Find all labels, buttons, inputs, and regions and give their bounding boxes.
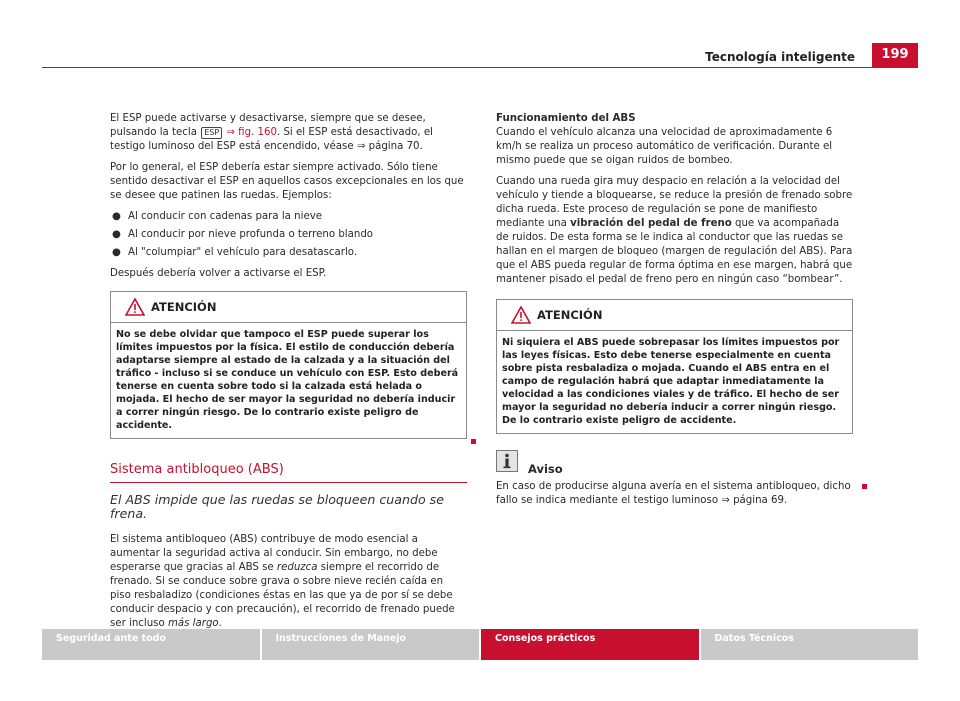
running-title: Tecnología inteligente — [705, 50, 855, 64]
footer-nav — [42, 629, 918, 660]
abs-intro-paragraph — [110, 533, 467, 631]
warning-triangle-icon — [125, 298, 145, 316]
list-item-text: Al "columpiar" el vehículo para desatascarlo. — [128, 247, 358, 258]
text: Cuando una rueda gira muy despacio en relación a la velocidad del vehículo y tiende a bloquearse, se reduce la presión de frenado sobre dicha rueda. Este proceso de regulación se pone de manifiesto mediante una — [496, 176, 853, 229]
list-item — [110, 210, 467, 224]
footer-tab-instrucciones[interactable]: Instrucciones de Manejo — [262, 629, 480, 660]
footer-tab-consejos[interactable]: Consejos prácticos — [481, 629, 699, 660]
text: que va acompañada de ruidos. De esta forma se le indica al conductor que las ruedas se hallan en el margen de bloqueo (margen de regulación del ABS). Para que el ABS pueda regular de forma óptima en ese margen, habrá que mantener pisado el pedal de freno pero en ningún caso “bombear”. — [496, 218, 853, 285]
abs-warning-box — [496, 299, 853, 434]
right-column — [496, 112, 853, 515]
text: siempre el recorrido de frenado. Si se conduce sobre grava o sobre nieve recién caída en piso resbaladizo (condiciones éstas en las que ya de por sí se debe conducir despacio y con precaución), el recorrido de frenado puede ser incluso — [110, 562, 455, 629]
end-of-section-marker — [471, 439, 476, 444]
header-rule — [42, 67, 918, 68]
note-container — [496, 480, 853, 508]
left-column — [110, 112, 467, 638]
esp-key-glyph: ESP — [201, 127, 222, 139]
list-item — [110, 246, 467, 260]
bullet-icon: ● — [112, 211, 121, 222]
text: El ESP puede activarse y desactivarse, siempre que se desee, pulsando la tecla — [110, 113, 426, 138]
footer-tab-datos[interactable]: Datos Técnicos — [701, 629, 919, 660]
note-body: En caso de producirse alguna avería en el sistema antibloqueo, dicho fallo se indica mediante el testigo luminoso ⇒ página 69. — [496, 481, 851, 506]
note-title: Aviso — [528, 462, 563, 476]
warning-triangle-icon — [511, 306, 531, 324]
section-title: Sistema antibloqueo (ABS) — [110, 463, 467, 483]
list-item-text: Al conducir con cadenas para la nieve — [128, 211, 323, 222]
warning-header — [111, 292, 466, 323]
list-item — [110, 228, 467, 242]
note-header — [496, 450, 853, 480]
warning-header — [497, 300, 852, 331]
abs-regulation-paragraph — [496, 175, 853, 287]
fig-reference-link[interactable]: ⇒ fig. 160 — [223, 127, 277, 138]
bold-text: vibración del pedal de freno — [570, 218, 732, 229]
section-subtitle: El ABS impide que las ruedas se bloqueen cuando se frena. — [110, 492, 444, 521]
emphasis-text: más largo — [167, 618, 219, 629]
text: . — [218, 618, 222, 629]
info-note-icon — [496, 450, 518, 472]
warning-body: No se debe olvidar que tampoco el ESP puede superar los límites impuestos por la física. El estilo de conducción debería adaptarse siempre al estado de la calzada y a la situación del tráfico - incluso si se conduce un vehículo con ESP. Esto deberá tenerse en cuenta sobre todo si la calzada está helada o mojada. El hecho de ser mayor la seguridad no debería inducir a correr ningún riesgo. De lo contrario existe peligro de accidente. — [116, 329, 459, 431]
bullet-icon: ● — [112, 247, 121, 258]
esp-usage-paragraph: Por lo general, el ESP debería estar siempre activado. Sólo tiene sentido desactivar el ESP en aquellos casos excepcionales en los que se desee que patinen las ruedas. Ejemplos: — [110, 162, 464, 201]
bullet-icon: ● — [112, 229, 121, 240]
warning-body: Ni siquiera el ABS puede sobrepasar los límites impuestos por las leyes físicas. Esto debe tenerse especialmente en cuenta sobre pista resbaladiza o mojada. Cuando el ABS entra en el campo de regulación habrá que adaptar inmediatamente la velocidad a las condiciones viales y de tráfico. El hecho de ser mayor la seguridad no debería inducir a correr ningún riesgo. De lo contrario existe peligro de accidente. — [502, 337, 840, 426]
esp-warning-box — [110, 291, 467, 439]
emphasis-text: reduzca — [276, 562, 318, 573]
abs-verification-paragraph: Cuando el vehículo alcanza una velocidad de aproximadamente 6 km/h se realiza un proceso automático de verificación. Durante el mismo puede que se oigan ruidos de bombeo. — [496, 127, 833, 166]
examples-list — [110, 210, 467, 260]
esp-toggle-paragraph — [110, 112, 467, 154]
page-number: 199 — [872, 43, 918, 67]
text: . Si el ESP está desactivado, el testigo luminoso del ESP está encendido, véase ⇒ página 70. — [110, 127, 433, 152]
warning-title: ATENCIÓN — [537, 308, 603, 322]
list-item-text: Al conducir por nieve profunda o terreno blando — [128, 229, 374, 240]
warning-title: ATENCIÓN — [151, 300, 217, 314]
abs-function-heading: Funcionamiento del ABS — [496, 113, 636, 124]
reactivate-paragraph: Después debería volver a activarse el ESP. — [110, 268, 327, 279]
end-of-section-marker — [862, 484, 867, 489]
footer-tab-seguridad[interactable]: Seguridad ante todo — [42, 629, 260, 660]
text: El sistema antibloqueo (ABS) contribuye de modo esencial a aumentar la seguridad activa al conducir. Sin embargo, no debe esperarse que gracias al ABS se — [110, 534, 438, 573]
